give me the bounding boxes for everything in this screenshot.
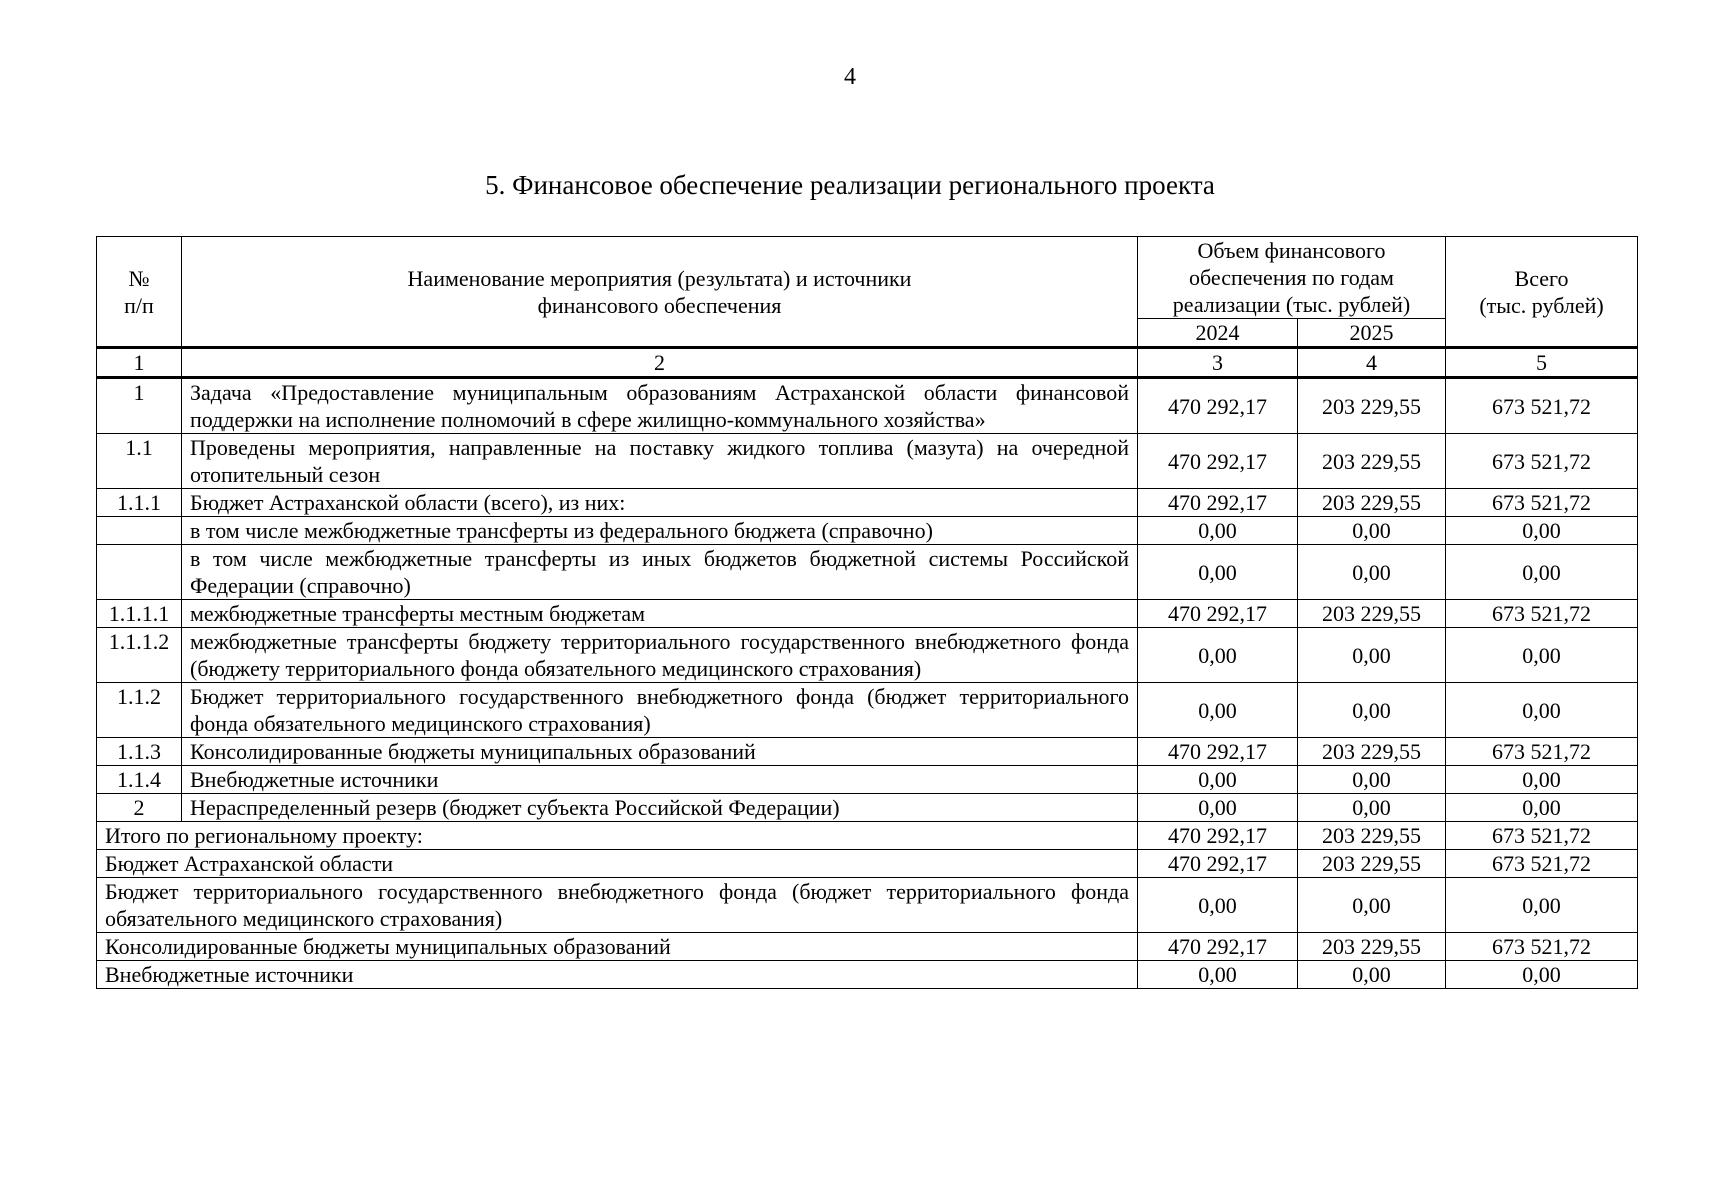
summary-value-2025: 203 229,55 xyxy=(1298,850,1446,878)
row-code: 1.1 xyxy=(97,434,182,489)
summary-value-2024: 0,00 xyxy=(1138,961,1298,989)
row-value-2025: 203 229,55 xyxy=(1298,738,1446,766)
row-name: Бюджет территориального государственного внебюджетного фонда (бюджет территориального фонда обязательного медицинского страхования) xyxy=(182,683,1138,738)
row-code xyxy=(97,545,182,600)
row-value-2025: 0,00 xyxy=(1298,766,1446,794)
summary-value-2024: 470 292,17 xyxy=(1138,822,1298,850)
column-number-row xyxy=(97,348,1638,378)
summary-value-total: 673 521,72 xyxy=(1446,822,1638,850)
row-value-total: 673 521,72 xyxy=(1446,434,1638,489)
row-name: Проведены мероприятия, направленные на поставку жидкого топлива (мазута) на очередной отопительный сезон xyxy=(182,434,1138,489)
row-name: Бюджет Астраханской области (всего), из них: xyxy=(182,489,1138,517)
row-code: 2 xyxy=(97,794,182,822)
header-num: № п/п xyxy=(97,237,182,348)
row-name: Задача «Предоставление муниципальным образованиям Астраханской области финансовой поддержки на исполнение полномочий в сфере жилищно-коммунального хозяйства» xyxy=(182,378,1138,434)
header-total: Всего (тыс. рублей) xyxy=(1446,237,1638,348)
row-code: 1.1.1.2 xyxy=(97,628,182,683)
summary-row xyxy=(97,933,1638,961)
row-value-2025: 203 229,55 xyxy=(1298,434,1446,489)
summary-name: Бюджет территориального государственного внебюджетного фонда (бюджет территориального фонда обязательного медицинского страхования) xyxy=(97,878,1138,933)
row-value-2025: 0,00 xyxy=(1298,517,1446,545)
header-year-2024: 2024 xyxy=(1138,319,1298,348)
row-value-total: 673 521,72 xyxy=(1446,489,1638,517)
summary-value-2025: 0,00 xyxy=(1298,878,1446,933)
row-name: Нераспределенный резерв (бюджет субъекта Российской Федерации) xyxy=(182,794,1138,822)
row-code: 1 xyxy=(97,378,182,434)
table-row xyxy=(97,794,1638,822)
row-code: 1.1.4 xyxy=(97,766,182,794)
table-row xyxy=(97,434,1638,489)
summary-name: Внебюджетные источники xyxy=(97,961,1138,989)
row-value-2025: 0,00 xyxy=(1298,794,1446,822)
column-number: 2 xyxy=(182,348,1138,378)
row-value-total: 0,00 xyxy=(1446,628,1638,683)
row-value-2025: 0,00 xyxy=(1298,628,1446,683)
row-value-total: 0,00 xyxy=(1446,794,1638,822)
row-value-2025: 203 229,55 xyxy=(1298,378,1446,434)
table-row xyxy=(97,517,1638,545)
table-row xyxy=(97,683,1638,738)
summary-value-2025: 203 229,55 xyxy=(1298,933,1446,961)
summary-value-2025: 0,00 xyxy=(1298,961,1446,989)
section-title: 5. Финансовое обеспечение реализации регионального проекта xyxy=(485,170,1215,200)
row-value-total: 0,00 xyxy=(1446,683,1638,738)
row-name: межбюджетные трансферты бюджету территориального государственного внебюджетного фонда (бюджету территориального фонда обязательного медицинского страхования) xyxy=(182,628,1138,683)
row-value-2024: 0,00 xyxy=(1138,545,1298,600)
summary-value-total: 673 521,72 xyxy=(1446,933,1638,961)
row-code: 1.1.3 xyxy=(97,738,182,766)
table-row xyxy=(97,628,1638,683)
row-value-2024: 0,00 xyxy=(1138,517,1298,545)
summary-row xyxy=(97,822,1638,850)
column-number: 5 xyxy=(1446,348,1638,378)
row-value-2024: 470 292,17 xyxy=(1138,434,1298,489)
row-value-2024: 0,00 xyxy=(1138,683,1298,738)
row-name: межбюджетные трансферты местным бюджетам xyxy=(182,600,1138,628)
row-value-total: 0,00 xyxy=(1446,517,1638,545)
table-row xyxy=(97,600,1638,628)
row-name: в том числе межбюджетные трансферты из иных бюджетов бюджетной системы Российской Федерации (справочно) xyxy=(182,545,1138,600)
row-name: Внебюджетные источники xyxy=(182,766,1138,794)
row-value-2025: 203 229,55 xyxy=(1298,600,1446,628)
row-value-2025: 0,00 xyxy=(1298,683,1446,738)
summary-value-2024: 470 292,17 xyxy=(1138,850,1298,878)
summary-row xyxy=(97,850,1638,878)
financing-table xyxy=(96,236,1638,989)
row-value-2024: 470 292,17 xyxy=(1138,489,1298,517)
row-value-total: 673 521,72 xyxy=(1446,738,1638,766)
row-value-2024: 470 292,17 xyxy=(1138,378,1298,434)
summary-row xyxy=(97,878,1638,933)
row-value-total: 673 521,72 xyxy=(1446,600,1638,628)
table-row xyxy=(97,738,1638,766)
header-row xyxy=(97,237,1638,319)
row-value-2024: 0,00 xyxy=(1138,794,1298,822)
table-row xyxy=(97,545,1638,600)
row-name: Консолидированные бюджеты муниципальных образований xyxy=(182,738,1138,766)
row-code: 1.1.2 xyxy=(97,683,182,738)
summary-name: Консолидированные бюджеты муниципальных образований xyxy=(97,933,1138,961)
row-value-total: 0,00 xyxy=(1446,545,1638,600)
row-value-2024: 470 292,17 xyxy=(1138,600,1298,628)
summary-value-total: 673 521,72 xyxy=(1446,850,1638,878)
summary-name: Бюджет Астраханской области xyxy=(97,850,1138,878)
summary-value-2024: 0,00 xyxy=(1138,878,1298,933)
column-number: 1 xyxy=(97,348,182,378)
page-number: 4 xyxy=(844,64,856,90)
table-row xyxy=(97,489,1638,517)
summary-row xyxy=(97,961,1638,989)
row-name: в том числе межбюджетные трансферты из федерального бюджета (справочно) xyxy=(182,517,1138,545)
row-value-2024: 0,00 xyxy=(1138,766,1298,794)
header-year-2025: 2025 xyxy=(1298,319,1446,348)
header-name: Наименование мероприятия (результата) и источники финансового обеспечения xyxy=(182,237,1138,348)
row-code: 1.1.1.1 xyxy=(97,600,182,628)
table-row xyxy=(97,766,1638,794)
row-value-2025: 0,00 xyxy=(1298,545,1446,600)
row-value-2025: 203 229,55 xyxy=(1298,489,1446,517)
summary-value-2024: 470 292,17 xyxy=(1138,933,1298,961)
table-row xyxy=(97,378,1638,434)
row-value-total: 673 521,72 xyxy=(1446,378,1638,434)
summary-value-2025: 203 229,55 xyxy=(1298,822,1446,850)
header-volume: Объем финансового обеспечения по годам реализации (тыс. рублей) xyxy=(1138,237,1446,319)
column-number: 3 xyxy=(1138,348,1298,378)
summary-value-total: 0,00 xyxy=(1446,961,1638,989)
row-code: 1.1.1 xyxy=(97,489,182,517)
row-value-2024: 470 292,17 xyxy=(1138,738,1298,766)
row-value-2024: 0,00 xyxy=(1138,628,1298,683)
summary-value-total: 0,00 xyxy=(1446,878,1638,933)
row-value-total: 0,00 xyxy=(1446,766,1638,794)
summary-name: Итого по региональному проекту: xyxy=(97,822,1138,850)
row-code xyxy=(97,517,182,545)
column-number: 4 xyxy=(1298,348,1446,378)
